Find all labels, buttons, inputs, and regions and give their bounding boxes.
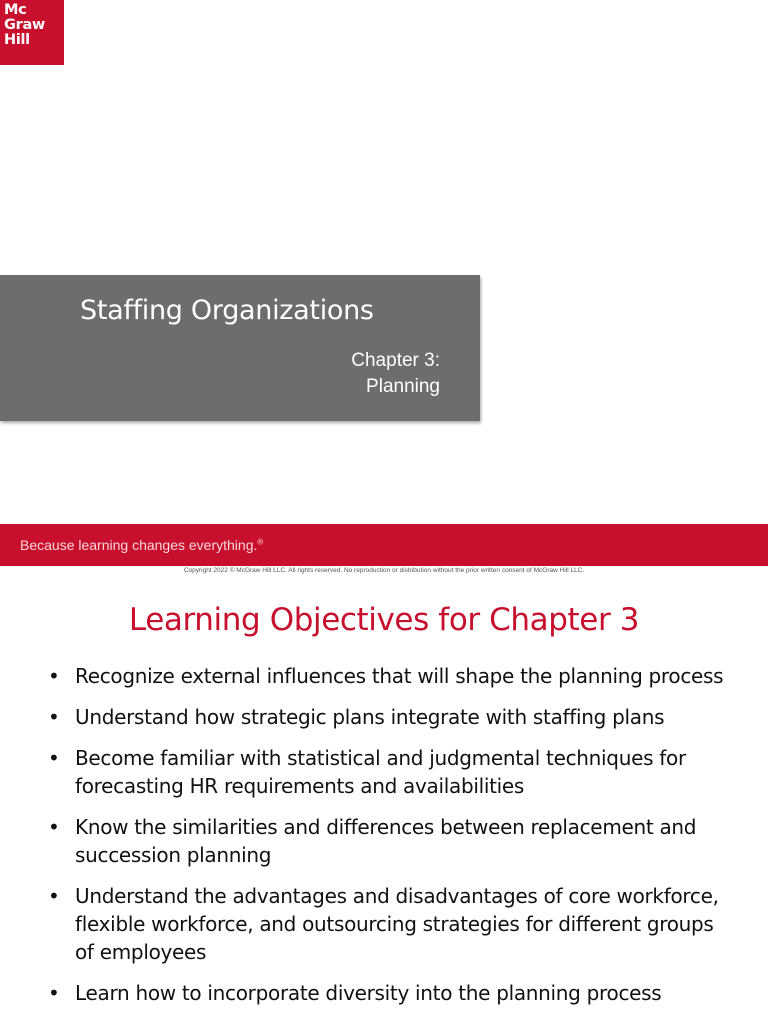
title-box: [0, 275, 480, 421]
objective-item: [48, 662, 738, 690]
objective-text: Recognize external influences that will shape the planning process: [75, 664, 724, 688]
tagline: [20, 537, 263, 553]
registered-mark: ®: [257, 537, 264, 547]
objective-item: [48, 744, 738, 800]
slide-title: Staffing Organizations: [80, 295, 374, 326]
objective-text: Become familiar with statistical and judgmental techniques for forecasting HR requirements and availabilities: [75, 746, 686, 798]
bullet-icon: •: [48, 884, 60, 908]
objective-item: [48, 813, 738, 869]
copyright-notice: Copyright 2022 © McGraw Hill LLC. All rights reserved. No reproduction or distribution without the prior written consent of McGraw Hill LLC.: [183, 567, 585, 574]
logo-line-1: Mc: [4, 2, 27, 18]
objective-item: [48, 882, 738, 966]
chapter-name: Planning: [366, 376, 440, 397]
chapter-number: Chapter 3:: [351, 350, 440, 371]
logo-line-2: Graw: [4, 17, 46, 33]
bullet-icon: •: [48, 705, 60, 729]
bullet-icon: •: [48, 815, 60, 839]
objective-item: [48, 703, 738, 731]
objective-text: Understand the advantages and disadvantages of core workforce, flexible workforce, and outsourcing strategies for different groups of employees: [75, 884, 719, 964]
logo-line-3: Hill: [4, 32, 30, 48]
bullet-icon: •: [48, 981, 60, 1005]
tagline-bar: [0, 524, 768, 566]
objective-item: [48, 979, 738, 1007]
bullet-icon: •: [48, 746, 60, 770]
tagline-text: Because learning changes everything.: [20, 537, 258, 553]
bullet-icon: •: [48, 664, 60, 688]
mcgraw-hill-logo: [0, 0, 64, 65]
objective-text: Understand how strategic plans integrate with staffing plans: [75, 705, 665, 729]
objectives-title: Learning Objectives for Chapter 3: [128, 602, 640, 638]
objective-text: Learn how to incorporate diversity into the planning process: [75, 981, 662, 1005]
objective-text: Know the similarities and differences between replacement and succession planning: [75, 815, 697, 867]
objectives-slide: [0, 580, 768, 1024]
objectives-list: [48, 662, 738, 1020]
